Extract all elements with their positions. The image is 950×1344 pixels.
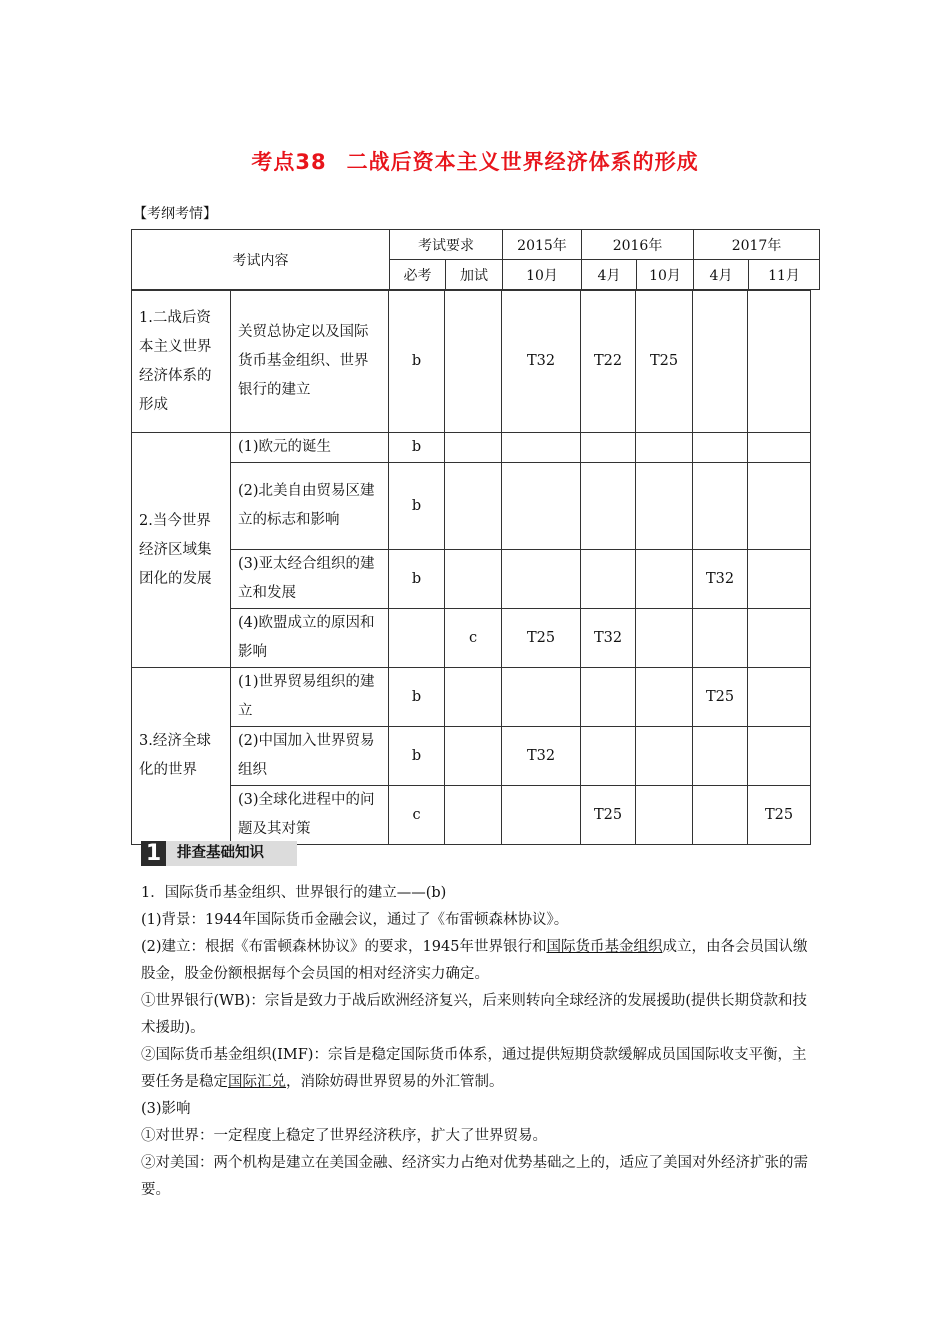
cell: b [389,727,445,786]
underlined-term: 国际货币基金组织 [546,939,663,955]
page-title [0,146,950,176]
cell [636,786,693,845]
cell [502,433,581,463]
section-label: 【考纲考情】 [133,206,217,222]
cell: b [389,433,445,463]
cell [636,609,693,668]
item-cell: (1)世界贸易组织的建立 [231,668,389,727]
cell [445,727,502,786]
table-row [132,609,811,668]
header-month: 11月 [749,260,820,290]
cell [636,727,693,786]
cell [748,433,811,463]
cell [693,291,748,433]
content-impact-1: ①对世界：一定程度上稳定了世界经济秩序，扩大了世界贸易。 [141,1128,547,1144]
table-row [132,727,811,786]
header-year-2017: 2017年 [694,230,820,260]
cell [693,609,748,668]
cell: T32 [502,291,581,433]
table-row [132,291,811,433]
item-cell: (4)欧盟成立的原因和影响 [231,609,389,668]
cell [502,668,581,727]
header-extra: 加试 [446,260,503,290]
cell [748,668,811,727]
cell: b [389,463,445,550]
content-background: (1)背景：1944年国际货币金融会议，通过了《布雷顿森林协议》。 [141,912,569,928]
cell [748,727,811,786]
table-row [132,433,811,463]
table-row [132,668,811,727]
cell [502,463,581,550]
cell [748,291,811,433]
cell [502,786,581,845]
content-heading: 1．国际货币基金组织、世界银行的建立——(b) [141,885,447,901]
banner-text: 排查基础知识 [177,845,264,861]
cell [445,786,502,845]
cell [748,463,811,550]
cell: T25 [693,668,748,727]
category-cell: 2.当今世界经济区域集团化的发展 [132,433,231,668]
cell: b [389,550,445,609]
title-text: 二战后资本主义世界经济体系的形成 [346,150,699,174]
header-content: 考试内容 [132,230,390,290]
cell [581,433,636,463]
cell: T25 [581,786,636,845]
cell [445,291,502,433]
cell: c [389,786,445,845]
cell [636,463,693,550]
cell [636,433,693,463]
title-number: 考点38 [251,150,327,174]
header-year-2015: 2015年 [503,230,582,260]
item-cell: (3)亚太经合组织的建立和发展 [231,550,389,609]
cell [581,668,636,727]
cell [693,433,748,463]
cell: c [445,609,502,668]
cell [748,609,811,668]
cell: b [389,291,445,433]
cell [636,550,693,609]
cell [693,786,748,845]
cell: T25 [636,291,693,433]
content-impact-2: ②对美国：两个机构是建立在美国金融、经济实力占绝对优势基础之上的，适应了美国对外经济扩张的需要。 [141,1155,808,1198]
category-cell: 1.二战后资本主义世界经济体系的形成 [132,291,231,433]
cell [445,550,502,609]
item-cell: (1)欧元的诞生 [231,433,389,463]
cell: T25 [748,786,811,845]
header-month: 10月 [637,260,694,290]
content-imf: ②国际货币基金组织(IMF)：宗旨是稳定国际货币体系，通过提供短期贷款缓解成员国国际收支平衡，主要任务是稳定国际汇兑，消除妨碍世界贸易的外汇管制。 [141,1047,807,1090]
cell [445,668,502,727]
cell [502,550,581,609]
table-row [132,550,811,609]
header-month: 4月 [694,260,749,290]
cell [693,727,748,786]
item-cell: (3)全球化进程中的问题及其对策 [231,786,389,845]
cell [581,727,636,786]
cell: T22 [581,291,636,433]
content-body [141,880,813,1204]
table-row [132,463,811,550]
underlined-term: 国际汇兑 [228,1074,286,1090]
item-cell: (2)中国加入世界贸易组织 [231,727,389,786]
header-month: 10月 [503,260,582,290]
cell [445,463,502,550]
header-year-2016: 2016年 [582,230,694,260]
item-cell: 关贸总协定以及国际货币基金组织、世界银行的建立 [231,291,389,433]
cell: T25 [502,609,581,668]
category-cell: 3.经济全球化的世界 [132,668,231,845]
content-wb: ①世界银行(WB)：宗旨是致力于战后欧洲经济复兴，后来则转向全球经济的发展援助(提供长期贷款和技术援助)。 [141,993,808,1036]
cell [693,463,748,550]
section-banner [141,841,297,866]
content-impact: (3)影响 [141,1101,191,1117]
banner-number: 1 [141,841,166,866]
cell [389,609,445,668]
cell [748,550,811,609]
cell: b [389,668,445,727]
cell [581,463,636,550]
header-requirement: 考试要求 [390,230,503,260]
header-month: 4月 [582,260,637,290]
cell [445,433,502,463]
item-cell: (2)北美自由贸易区建立的标志和影响 [231,463,389,550]
exam-table [131,290,811,845]
table-row [132,786,811,845]
cell [636,668,693,727]
table-header [131,229,820,290]
cell [581,550,636,609]
cell: T32 [693,550,748,609]
cell: T32 [581,609,636,668]
content-establish: (2)建立：根据《布雷顿森林协议》的要求，1945年世界银行和国际货币基金组织成立，由各会员国认缴股金，股金份额根据每个会员国的相对经济实力确定。 [141,939,808,982]
header-required: 必考 [390,260,446,290]
cell: T32 [502,727,581,786]
